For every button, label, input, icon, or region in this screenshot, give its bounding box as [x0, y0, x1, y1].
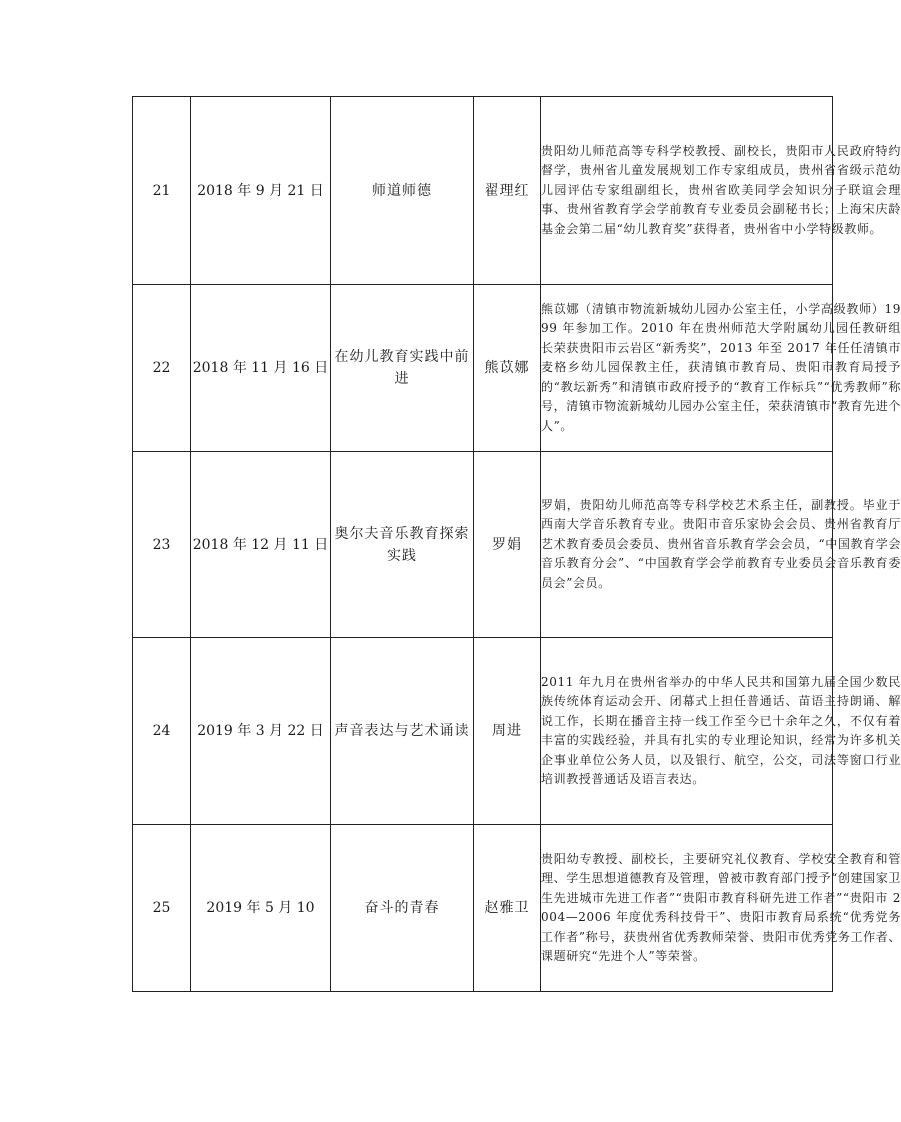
speaker-bio: 熊苡娜（清镇市物流新城幼儿园办公室主任，小学高级教师）1999 年参加工作。2010 年在贵州师范大学附属幼儿园任教研组长荣获贵阳市云岩区“新秀奖”，2013 年至 2017 年任任清镇市麦格乡幼儿园保教主任，获清镇市教育局、贵阳市教育局授予的“教坛新秀”和清镇市政府授予的“教育工作标兵”“优秀教师”称号，清镇市物流新城幼儿园办公室主任，荣获清镇市“教育先进个人”。: [541, 301, 901, 433]
lecture-title: 在幼儿教育实践中前进: [331, 285, 474, 452]
row-number: 24: [133, 638, 191, 825]
speaker-bio-cell: [541, 452, 901, 638]
speaker-name: 熊苡娜: [474, 285, 541, 452]
speaker-bio-cell: [541, 825, 901, 992]
table-row: [133, 285, 833, 452]
lecture-table: [132, 96, 901, 992]
speaker-bio-cell: [541, 285, 901, 452]
row-number: 25: [133, 825, 191, 992]
row-number: 23: [133, 452, 191, 638]
speaker-bio: 罗娟，贵阳幼儿师范高等专科学校艺术系主任，副教授。毕业于西南大学音乐教育专业。贵阳市音乐家协会会员、贵州省教育厅艺术教育委员会委员、贵州省音乐教育学会会员，“中国教育学会音乐教育分会”、“中国教育学会学前教育专业委员会音乐教育委员会”会员。: [541, 497, 901, 590]
lecture-date: 2019 年 5 月 10: [191, 825, 331, 992]
speaker-bio: 2011 年九月在贵州省举办的中华人民共和国第九届全国少数民族传统体育运动会开、闭幕式上担任普通话、苗语主持朗诵、解说工作，长期在播音主持一线工作至今已十余年之久，不仅有着丰富的实践经验，并具有扎实的专业理论知识，经常为许多机关企事业单位公务人员，以及银行、航空，公交，司法等窗口行业培训教授普通话及语言表达。: [541, 674, 901, 786]
lecture-date: 2018 年 9 月 21 日: [191, 97, 331, 285]
speaker-name: 赵雅卫: [474, 825, 541, 992]
table-row: [133, 452, 833, 638]
lecture-title: 奋斗的青春: [331, 825, 474, 992]
table-row: [133, 97, 833, 285]
speaker-bio: 贵阳幼儿师范高等专科学校教授、副校长，贵阳市人民政府特约督学，贵州省儿童发展规划工作专家组成员，贵州省省级示范幼儿园评估专家组副组长，贵州省欧美同学会知识分子联谊会理事、贵州省教育学会学前教育专业委员会副秘书长；上海宋庆龄基金会第二届“幼儿教育奖”获得者，贵州省中小学特级教师。: [541, 143, 901, 236]
lecture-date: 2018 年 11 月 16 日: [191, 285, 331, 452]
row-number: 22: [133, 285, 191, 452]
table-row: [133, 638, 833, 825]
lecture-date: 2019 年 3 月 22 日: [191, 638, 331, 825]
speaker-name: 周进: [474, 638, 541, 825]
lecture-title: 奥尔夫音乐教育探索实践: [331, 452, 474, 638]
speaker-name: 罗娟: [474, 452, 541, 638]
lecture-title: 师道师德: [331, 97, 474, 285]
lecture-date: 2018 年 12 月 11 日: [191, 452, 331, 638]
table-row: [133, 825, 833, 992]
speaker-bio-cell: [541, 638, 901, 825]
speaker-name: 翟理红: [474, 97, 541, 285]
speaker-bio: 贵阳幼专教授、副校长，主要研究礼仪教育、学校安全教育和管理、学生思想道德教育及管理，曾被市教育部门授予“创建国家卫生先进城市先进工作者”“贵阳市教育科研先进工作者”“贵阳市 2004—2006 年度优秀科技骨干”、贵阳市教育局系统“优秀党务工作者”称号，获贵州省优秀教师荣誉、贵阳市优秀党务工作者、课题研究“先进个人”等荣誉。: [541, 851, 901, 963]
lecture-title: 声音表达与艺术诵读: [331, 638, 474, 825]
row-number: 21: [133, 97, 191, 285]
speaker-bio-cell: [541, 97, 901, 285]
